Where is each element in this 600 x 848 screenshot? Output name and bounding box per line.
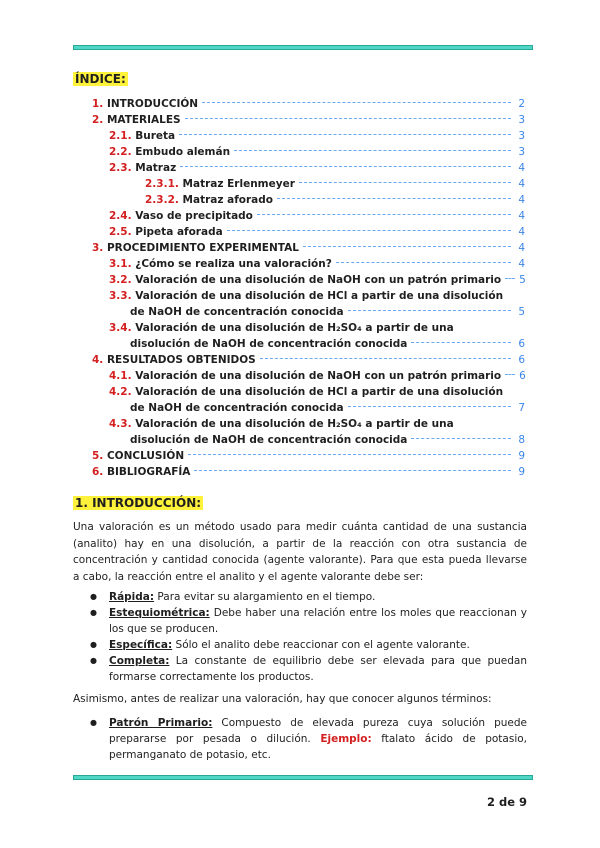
toc-title: RESULTADOS OBTENIDOS bbox=[106, 354, 256, 366]
bottom-divider bbox=[73, 775, 533, 780]
toc-page-number[interactable]: 4 bbox=[518, 210, 525, 222]
toc-leader bbox=[303, 246, 511, 247]
toc-title-continued: disolución de NaOH de concentración conocida bbox=[130, 338, 408, 350]
toc-leader bbox=[227, 230, 511, 231]
toc-page-number[interactable]: 7 bbox=[518, 402, 525, 414]
toc-page-number[interactable]: 6 bbox=[518, 354, 525, 366]
page-number: 2 de 9 bbox=[486, 795, 527, 809]
list-item-text: Para evitar su alargamiento en el tiempo. bbox=[154, 591, 376, 603]
list-item-term: Completa: bbox=[109, 655, 170, 667]
list-item-text: La constante de equilibrio debe ser elevada para que puedan formarse correctamente los productos. bbox=[109, 655, 527, 683]
toc-page-number[interactable]: 4 bbox=[518, 194, 525, 206]
toc-entry[interactable] bbox=[0, 416, 600, 448]
toc-entry[interactable] bbox=[0, 448, 600, 464]
toc-title: Matraz Erlenmeyer bbox=[182, 178, 295, 190]
toc-leader bbox=[505, 374, 515, 375]
toc-page-number[interactable]: 4 bbox=[518, 258, 525, 270]
toc-title: Valoración de una disolución de HCl a partir de una disolución bbox=[135, 290, 504, 302]
toc-page-number[interactable]: 6 bbox=[519, 370, 526, 382]
top-divider bbox=[73, 45, 533, 50]
toc-number: 3. bbox=[92, 242, 107, 254]
list-item bbox=[90, 605, 527, 637]
toc-leader bbox=[299, 182, 511, 183]
toc-page-number[interactable]: 4 bbox=[518, 178, 525, 190]
toc-page-number[interactable]: 9 bbox=[518, 450, 525, 462]
list-item-term: Rápida: bbox=[109, 591, 155, 603]
toc-entry[interactable] bbox=[0, 176, 600, 192]
toc-number: 2.3.2. bbox=[145, 194, 183, 206]
toc-page-number[interactable]: 4 bbox=[518, 162, 525, 174]
list-item-text: Compuesto de elevada pureza cuya solución puede prepararse por pesada o dilución. bbox=[109, 717, 527, 745]
toc-leader bbox=[194, 470, 511, 471]
toc-number: 6. bbox=[92, 466, 107, 478]
toc-page-number[interactable]: 3 bbox=[518, 130, 525, 142]
toc-leader bbox=[411, 438, 511, 439]
toc-entry[interactable] bbox=[0, 192, 600, 208]
toc-title: Matraz bbox=[135, 162, 177, 174]
toc-page-number[interactable]: 8 bbox=[518, 434, 525, 446]
toc-title: Valoración de una disolución de HCl a partir de una disolución bbox=[135, 386, 504, 398]
toc-leader bbox=[277, 198, 511, 199]
toc-number: 4.1. bbox=[109, 370, 136, 382]
toc-number: 2.1. bbox=[109, 130, 136, 142]
toc-title: Valoración de una disolución de NaOH con un patrón primario bbox=[135, 274, 502, 286]
list-item-text: Sólo el analito debe reaccionar con el agente valorante. bbox=[172, 639, 470, 651]
toc-title: Valoración de una disolución de H₂SO₄ a partir de una bbox=[135, 418, 454, 430]
toc-entry[interactable] bbox=[0, 208, 600, 224]
intro-paragraph: Una valoración es un método usado para medir cuánta cantidad de una sustancia (analito) hay en una disolución, a partir de la reacción con otra sustancia de concentración y cantidad conocida (agente valorante). Para que esta pueda llevarse a cabo, la reacción entre el analito y el agente valorante debe ser: bbox=[73, 521, 527, 583]
toc-title: MATERIALES bbox=[106, 114, 181, 126]
toc-title: INTRODUCCIÓN bbox=[106, 98, 199, 110]
toc-number: 2.5. bbox=[109, 226, 136, 238]
toc-number: 4.2. bbox=[109, 386, 136, 398]
toc-leader bbox=[202, 102, 511, 103]
toc-entry[interactable] bbox=[0, 160, 600, 176]
toc-page-number[interactable]: 6 bbox=[518, 338, 525, 350]
toc-page-number[interactable]: 3 bbox=[518, 146, 525, 158]
terms-intro-paragraph: Asimismo, antes de realizar una valoración, hay que conocer algunos términos: bbox=[73, 693, 492, 705]
toc-leader bbox=[234, 150, 511, 151]
toc-entry[interactable] bbox=[0, 144, 600, 160]
toc-number: 2.3.1. bbox=[145, 178, 183, 190]
toc-leader bbox=[257, 214, 511, 215]
toc-title: Valoración de una disolución de NaOH con un patrón primario bbox=[135, 370, 502, 382]
toc-number: 2.2. bbox=[109, 146, 136, 158]
list-item-term: Específica: bbox=[109, 639, 173, 651]
toc-title-continued: disolución de NaOH de concentración conocida bbox=[130, 434, 408, 446]
toc-number: 1. bbox=[92, 98, 107, 110]
list-item bbox=[90, 715, 527, 763]
list-item bbox=[90, 637, 527, 653]
toc-title: Vaso de precipitado bbox=[135, 210, 253, 222]
toc-number: 2.4. bbox=[109, 210, 136, 222]
intro-heading: 1. INTRODUCCIÓN: bbox=[75, 496, 202, 510]
toc-leader bbox=[411, 342, 511, 343]
toc-title: Embudo alemán bbox=[135, 146, 231, 158]
toc-title-continued: de NaOH de concentración conocida bbox=[130, 306, 344, 318]
toc-leader bbox=[185, 118, 511, 119]
toc-entry[interactable] bbox=[0, 384, 600, 416]
toc-entry[interactable] bbox=[0, 272, 600, 288]
toc-leader bbox=[188, 454, 511, 455]
toc-leader bbox=[336, 262, 511, 263]
toc-leader bbox=[505, 278, 515, 279]
toc-leader bbox=[260, 358, 511, 359]
toc-entry[interactable] bbox=[0, 112, 600, 128]
list-item bbox=[90, 653, 527, 685]
toc-number: 5. bbox=[92, 450, 107, 462]
toc-entry[interactable] bbox=[0, 240, 600, 256]
example-text: ftalato ácido de potasio, permanganato de potasio, etc. bbox=[109, 733, 527, 761]
toc-leader bbox=[180, 166, 511, 167]
toc-title: CONCLUSIÓN bbox=[106, 450, 185, 462]
example-label: Ejemplo: bbox=[320, 733, 372, 745]
toc-page-number[interactable]: 9 bbox=[518, 466, 525, 478]
toc-number: 2.3. bbox=[109, 162, 136, 174]
toc-number: 4. bbox=[92, 354, 107, 366]
toc-number: 3.2. bbox=[109, 274, 136, 286]
toc-page-number[interactable]: 5 bbox=[518, 306, 525, 318]
terms-list bbox=[90, 715, 527, 763]
toc-entry[interactable] bbox=[0, 288, 600, 320]
list-item bbox=[90, 589, 527, 605]
toc-page-number[interactable]: 2 bbox=[518, 98, 525, 110]
toc-page-number[interactable]: 5 bbox=[519, 274, 526, 286]
toc-title: Matraz aforado bbox=[182, 194, 273, 206]
toc-page-number[interactable]: 4 bbox=[518, 242, 525, 254]
toc-entry[interactable] bbox=[0, 256, 600, 272]
requirements-list bbox=[90, 589, 527, 685]
toc-title-continued: de NaOH de concentración conocida bbox=[130, 402, 344, 414]
toc-title: Valoración de una disolución de H₂SO₄ a partir de una bbox=[135, 322, 454, 334]
list-item-term: Estequiométrica: bbox=[109, 607, 210, 619]
toc-entry[interactable] bbox=[0, 224, 600, 240]
toc-entry[interactable] bbox=[0, 464, 600, 480]
toc-number: 3.1. bbox=[109, 258, 136, 270]
toc-entry[interactable] bbox=[0, 352, 600, 368]
toc-number: 2. bbox=[92, 114, 107, 126]
toc-number: 3.4. bbox=[109, 322, 136, 334]
toc-leader bbox=[348, 406, 511, 407]
toc-page-number[interactable]: 4 bbox=[518, 226, 525, 238]
table-of-contents bbox=[0, 96, 600, 480]
toc-title: PROCEDIMIENTO EXPERIMENTAL bbox=[106, 242, 299, 254]
toc-entry[interactable] bbox=[0, 128, 600, 144]
toc-title: Pipeta aforada bbox=[135, 226, 223, 238]
toc-page-number[interactable]: 3 bbox=[518, 114, 525, 126]
toc-number: 3.3. bbox=[109, 290, 136, 302]
toc-leader bbox=[348, 310, 511, 311]
list-item-text: Debe haber una relación entre los moles que reaccionan y los que se producen. bbox=[109, 607, 527, 635]
toc-entry[interactable] bbox=[0, 320, 600, 352]
toc-entry[interactable] bbox=[0, 368, 600, 384]
index-heading: ÍNDICE: bbox=[75, 72, 126, 86]
list-item-term: Patrón Primario: bbox=[109, 717, 213, 729]
toc-title: BIBLIOGRAFÍA bbox=[106, 466, 191, 478]
toc-title: Bureta bbox=[135, 130, 176, 142]
toc-leader bbox=[179, 134, 511, 135]
toc-number: 4.3. bbox=[109, 418, 136, 430]
toc-entry[interactable] bbox=[0, 96, 600, 112]
toc-title: ¿Cómo se realiza una valoración? bbox=[135, 258, 332, 270]
